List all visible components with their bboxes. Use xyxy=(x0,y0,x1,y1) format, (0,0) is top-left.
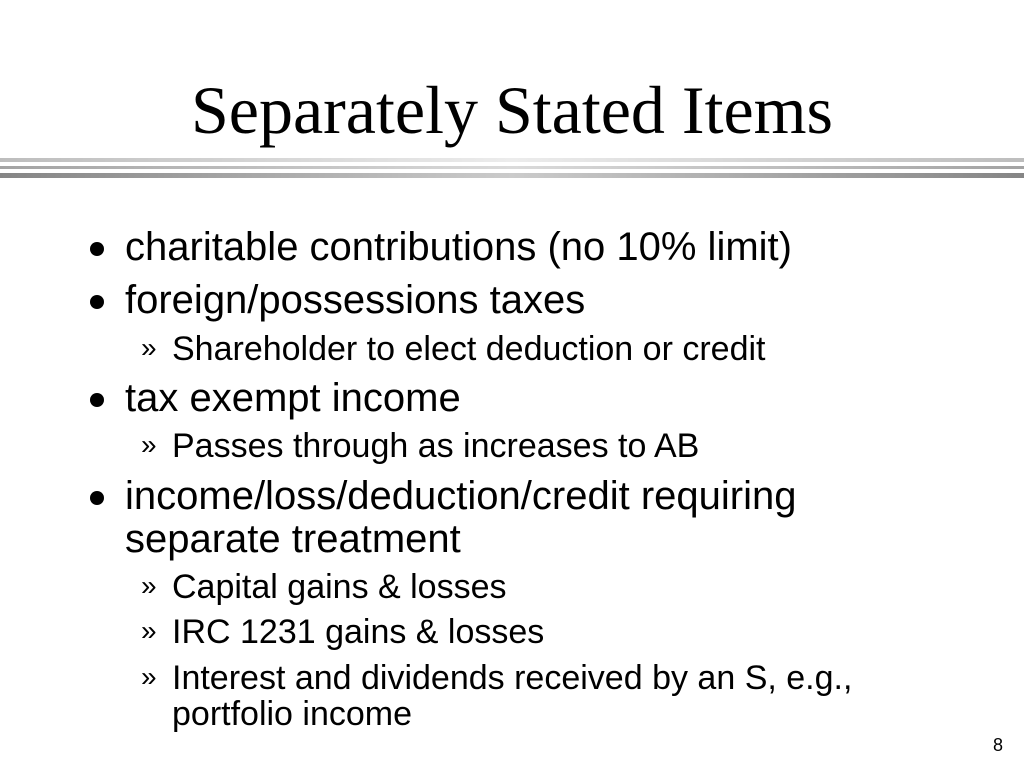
sub-bullet-text: Passes through as increases to AB xyxy=(172,427,700,465)
sub-bullet-marker: » xyxy=(141,615,157,646)
sub-bullet-marker: » xyxy=(141,332,157,363)
title-rule-line xyxy=(0,158,1024,162)
bullet-text: foreign/possessions taxes xyxy=(125,278,586,322)
sub-bullet-item xyxy=(141,568,892,606)
sub-bullet-marker: » xyxy=(141,429,157,460)
sub-bullet-item xyxy=(141,659,892,733)
title-rule-line xyxy=(0,173,1024,178)
bullet-text: tax exempt income xyxy=(125,376,461,420)
sub-bullet-marker: » xyxy=(141,661,157,692)
bullet-icon xyxy=(90,393,104,407)
slide-title: Separately Stated Items xyxy=(190,72,833,148)
bullet-item xyxy=(125,279,905,322)
sub-bullet-text: Interest and dividends received by an S, e.g., portfolio income xyxy=(172,659,853,733)
sub-bullet-text: Capital gains & losses xyxy=(172,568,507,606)
bullet-icon xyxy=(90,491,104,505)
page-number: 8 xyxy=(993,735,1004,755)
bullet-text: income/loss/deduction/credit requiring separate treatment xyxy=(125,474,797,561)
sub-bullet-item xyxy=(141,613,892,651)
bullet-item xyxy=(125,475,905,561)
sub-bullet-item xyxy=(141,427,892,465)
title-rule-line xyxy=(0,166,1024,169)
sub-bullet-marker: » xyxy=(141,570,157,601)
sub-bullet-item xyxy=(141,330,892,368)
bullet-text: charitable contributions (no 10% limit) xyxy=(125,225,792,269)
sub-bullet-text: Shareholder to elect deduction or credit xyxy=(172,330,766,368)
bullet-item xyxy=(125,226,905,269)
bullet-icon xyxy=(90,295,104,309)
bullet-item xyxy=(125,377,905,420)
bullet-icon xyxy=(90,242,104,256)
sub-bullet-text: IRC 1231 gains & losses xyxy=(172,613,545,651)
